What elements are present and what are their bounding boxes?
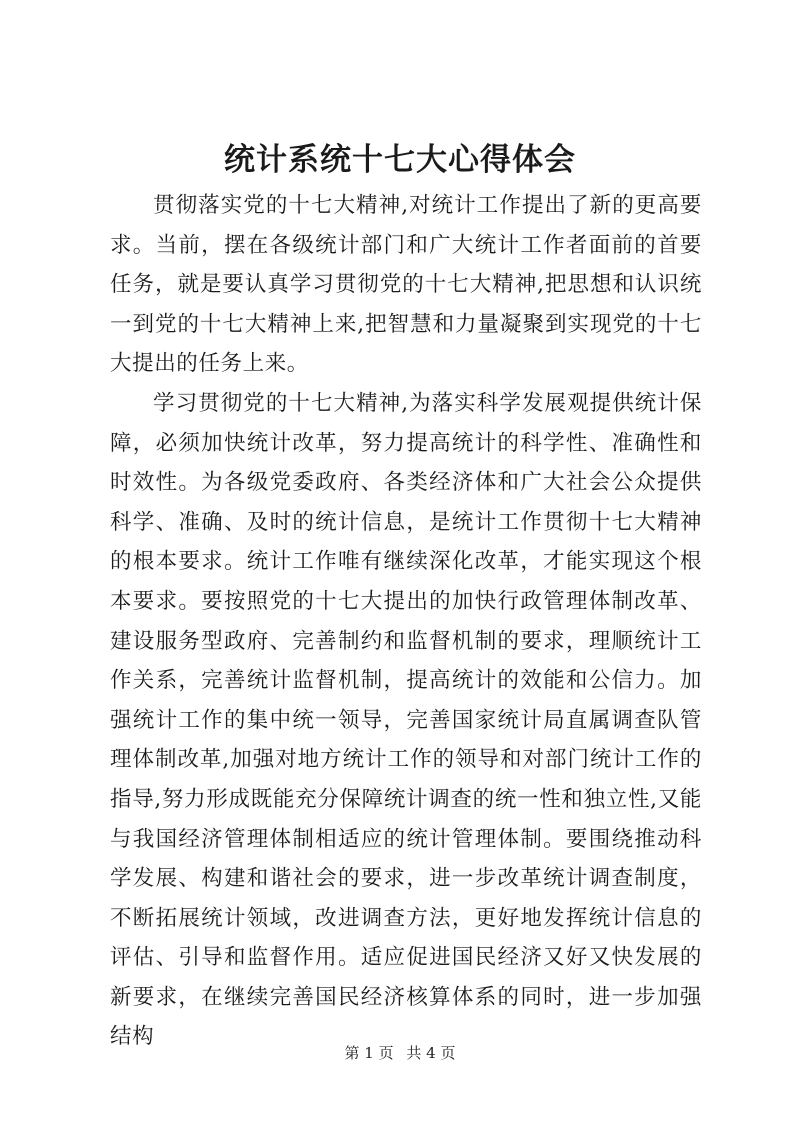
document-body [110,186,702,1057]
paragraph: 贯彻落实党的十七大精神,对统计工作提出了新的更高要求。当前，摆在各级统计部门和广大统计工作者面前的首要任务，就是要认真学习贯彻党的十七大精神,把思想和认识统一到党的十七大精神上来,把智慧和力量凝聚到实现党的十七大提出的任务上来。 [110,193,702,377]
page-total: 共 4 页 [406,1044,456,1062]
page-footer [0,1043,800,1063]
document-title: 统计系统十七大心得体会 [224,142,576,178]
page-number: 第 1 页 [344,1044,394,1062]
paragraph: 学习贯彻党的十七大精神,为落实科学发展观提供统计保障，必须加快统计改革，努力提高统计的科学性、准确性和时效性。为各级党委政府、各类经济体和广大社会公众提供科学、准确、及时的统计信息，是统计工作贯彻十七大精神的根本要求。统计工作唯有继续深化改革，才能实现这个根本要求。要按照党的十七大提出的加快行政管理体制改革、建设服务型政府、完善制约和监督机制的要求，理顺统计工作关系，完善统计监督机制，提高统计的效能和公信力。加强统计工作的集中统一领导，完善国家统计局直属调查队管理体制改革,加强对地方统计工作的领导和对部门统计工作的指导,努力形成既能充分保障统计调查的统一性和独立性,又能与我国经济管理体制相适应的统计管理体制。要围绕推动科学发展、构建和谐社会的要求，进一步改革统计调查制度，不断拓展统计领域，改进调查方法，更好地发挥统计信息的评估、引导和监督作用。适应促进国民经济又好又快发展的新要求，在继续完善国民经济核算体系的同时，进一步加强结构 [110,390,702,1050]
